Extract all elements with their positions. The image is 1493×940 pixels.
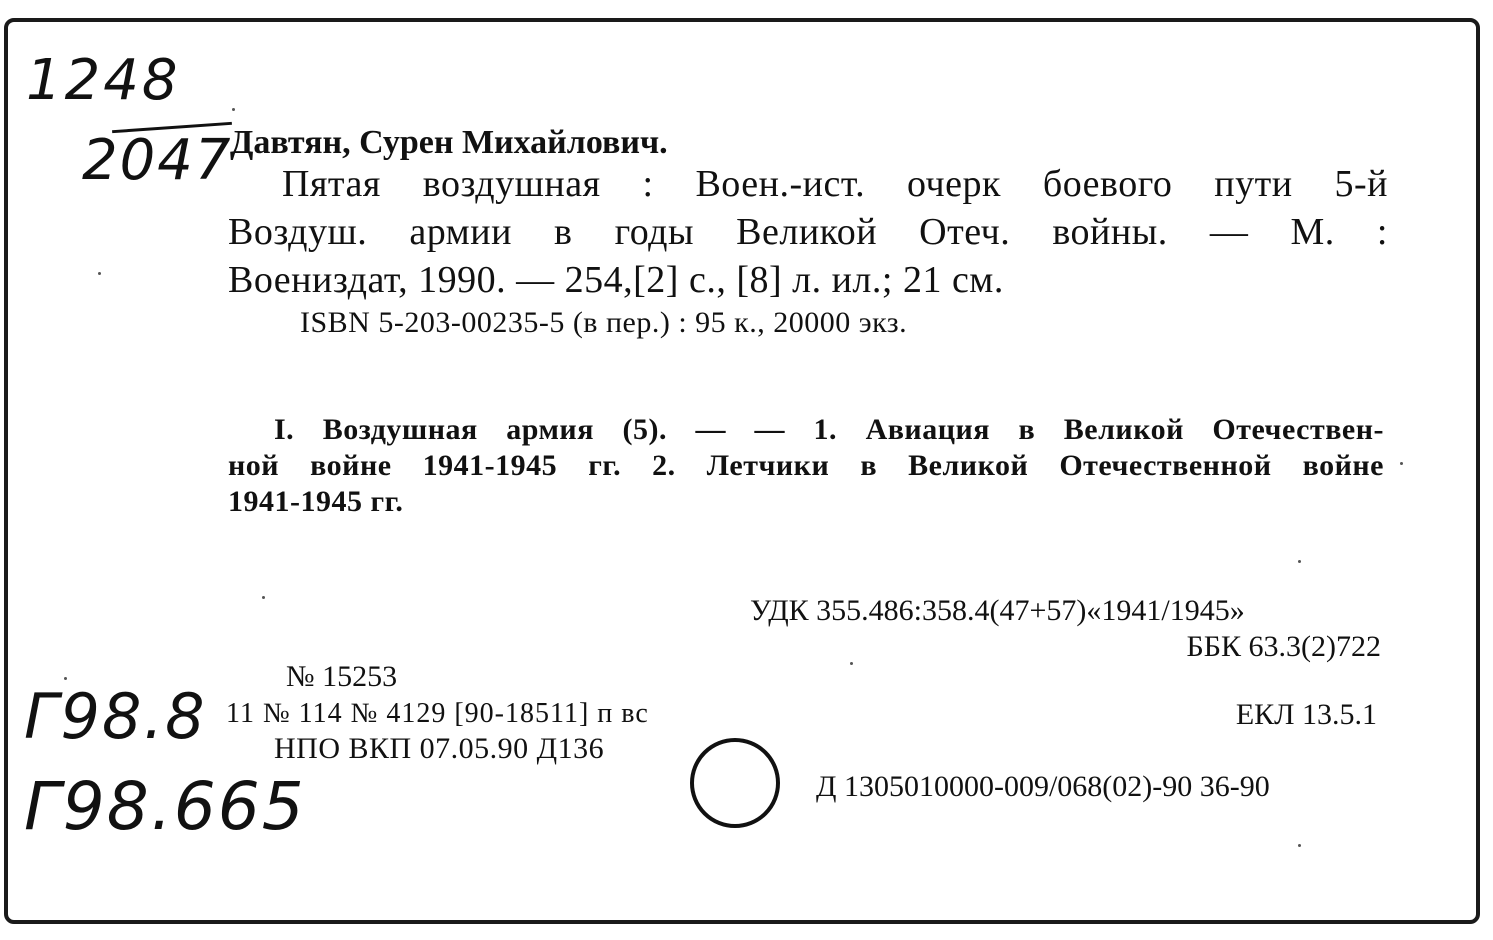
- speck: [1298, 844, 1301, 847]
- subject-line: I. Воздушная армия (5). — — 1. Авиация в Великой Отечествен-: [274, 413, 1384, 446]
- handwritten-shelf-mark-2: Г98.665: [24, 768, 306, 845]
- ekl-code: ЕКЛ 13.5.1: [1235, 698, 1377, 731]
- order-line: 11 № 114 № 4129 [90-18511] п вс: [226, 698, 649, 729]
- bibliographic-description: [228, 160, 1388, 304]
- handwritten-number-top: 1248: [26, 48, 181, 113]
- subject-headings: [228, 412, 1384, 520]
- isbn-line: ISBN 5-203-00235-5 (в пер.) : 95 к., 20000 экз.: [300, 306, 908, 339]
- speck: [262, 596, 265, 599]
- subject-line: ной войне 1941-1945 гг. 2. Летчики в Великой Отечественной войне: [228, 449, 1384, 482]
- d-code: Д 1305010000-009/068(02)-90 36-90: [816, 770, 1270, 803]
- author-heading: Давтян, Сурен Михайлович.: [230, 124, 668, 161]
- subject-line: 1941-1945 гг.: [228, 485, 404, 518]
- bbk-code: ББК 63.3(2)722: [1186, 630, 1381, 663]
- card-number: № 15253: [286, 660, 398, 693]
- circle-mark: [690, 738, 780, 828]
- speck: [232, 108, 235, 111]
- handwritten-number-second: 2047: [82, 128, 233, 193]
- description-line: Пятая воздушная : Воен.-ист. очерк боевого пути 5-й: [282, 163, 1388, 205]
- speck: [1298, 560, 1301, 563]
- description-line: Воениздат, 1990. — 254,[2] с., [8] л. ил.; 21 см.: [228, 259, 1004, 301]
- speck: [1400, 462, 1403, 465]
- speck: [850, 662, 853, 665]
- udk-code: УДК 355.486:358.4(47+57)«1941/1945»: [750, 594, 1245, 627]
- speck: [98, 272, 101, 275]
- npo-line: НПО ВКП 07.05.90 Д136: [274, 732, 605, 765]
- description-line: Воздуш. армии в годы Великой Отеч. войны. — М. :: [228, 211, 1388, 253]
- handwritten-shelf-mark-1: Г98.8: [24, 680, 207, 753]
